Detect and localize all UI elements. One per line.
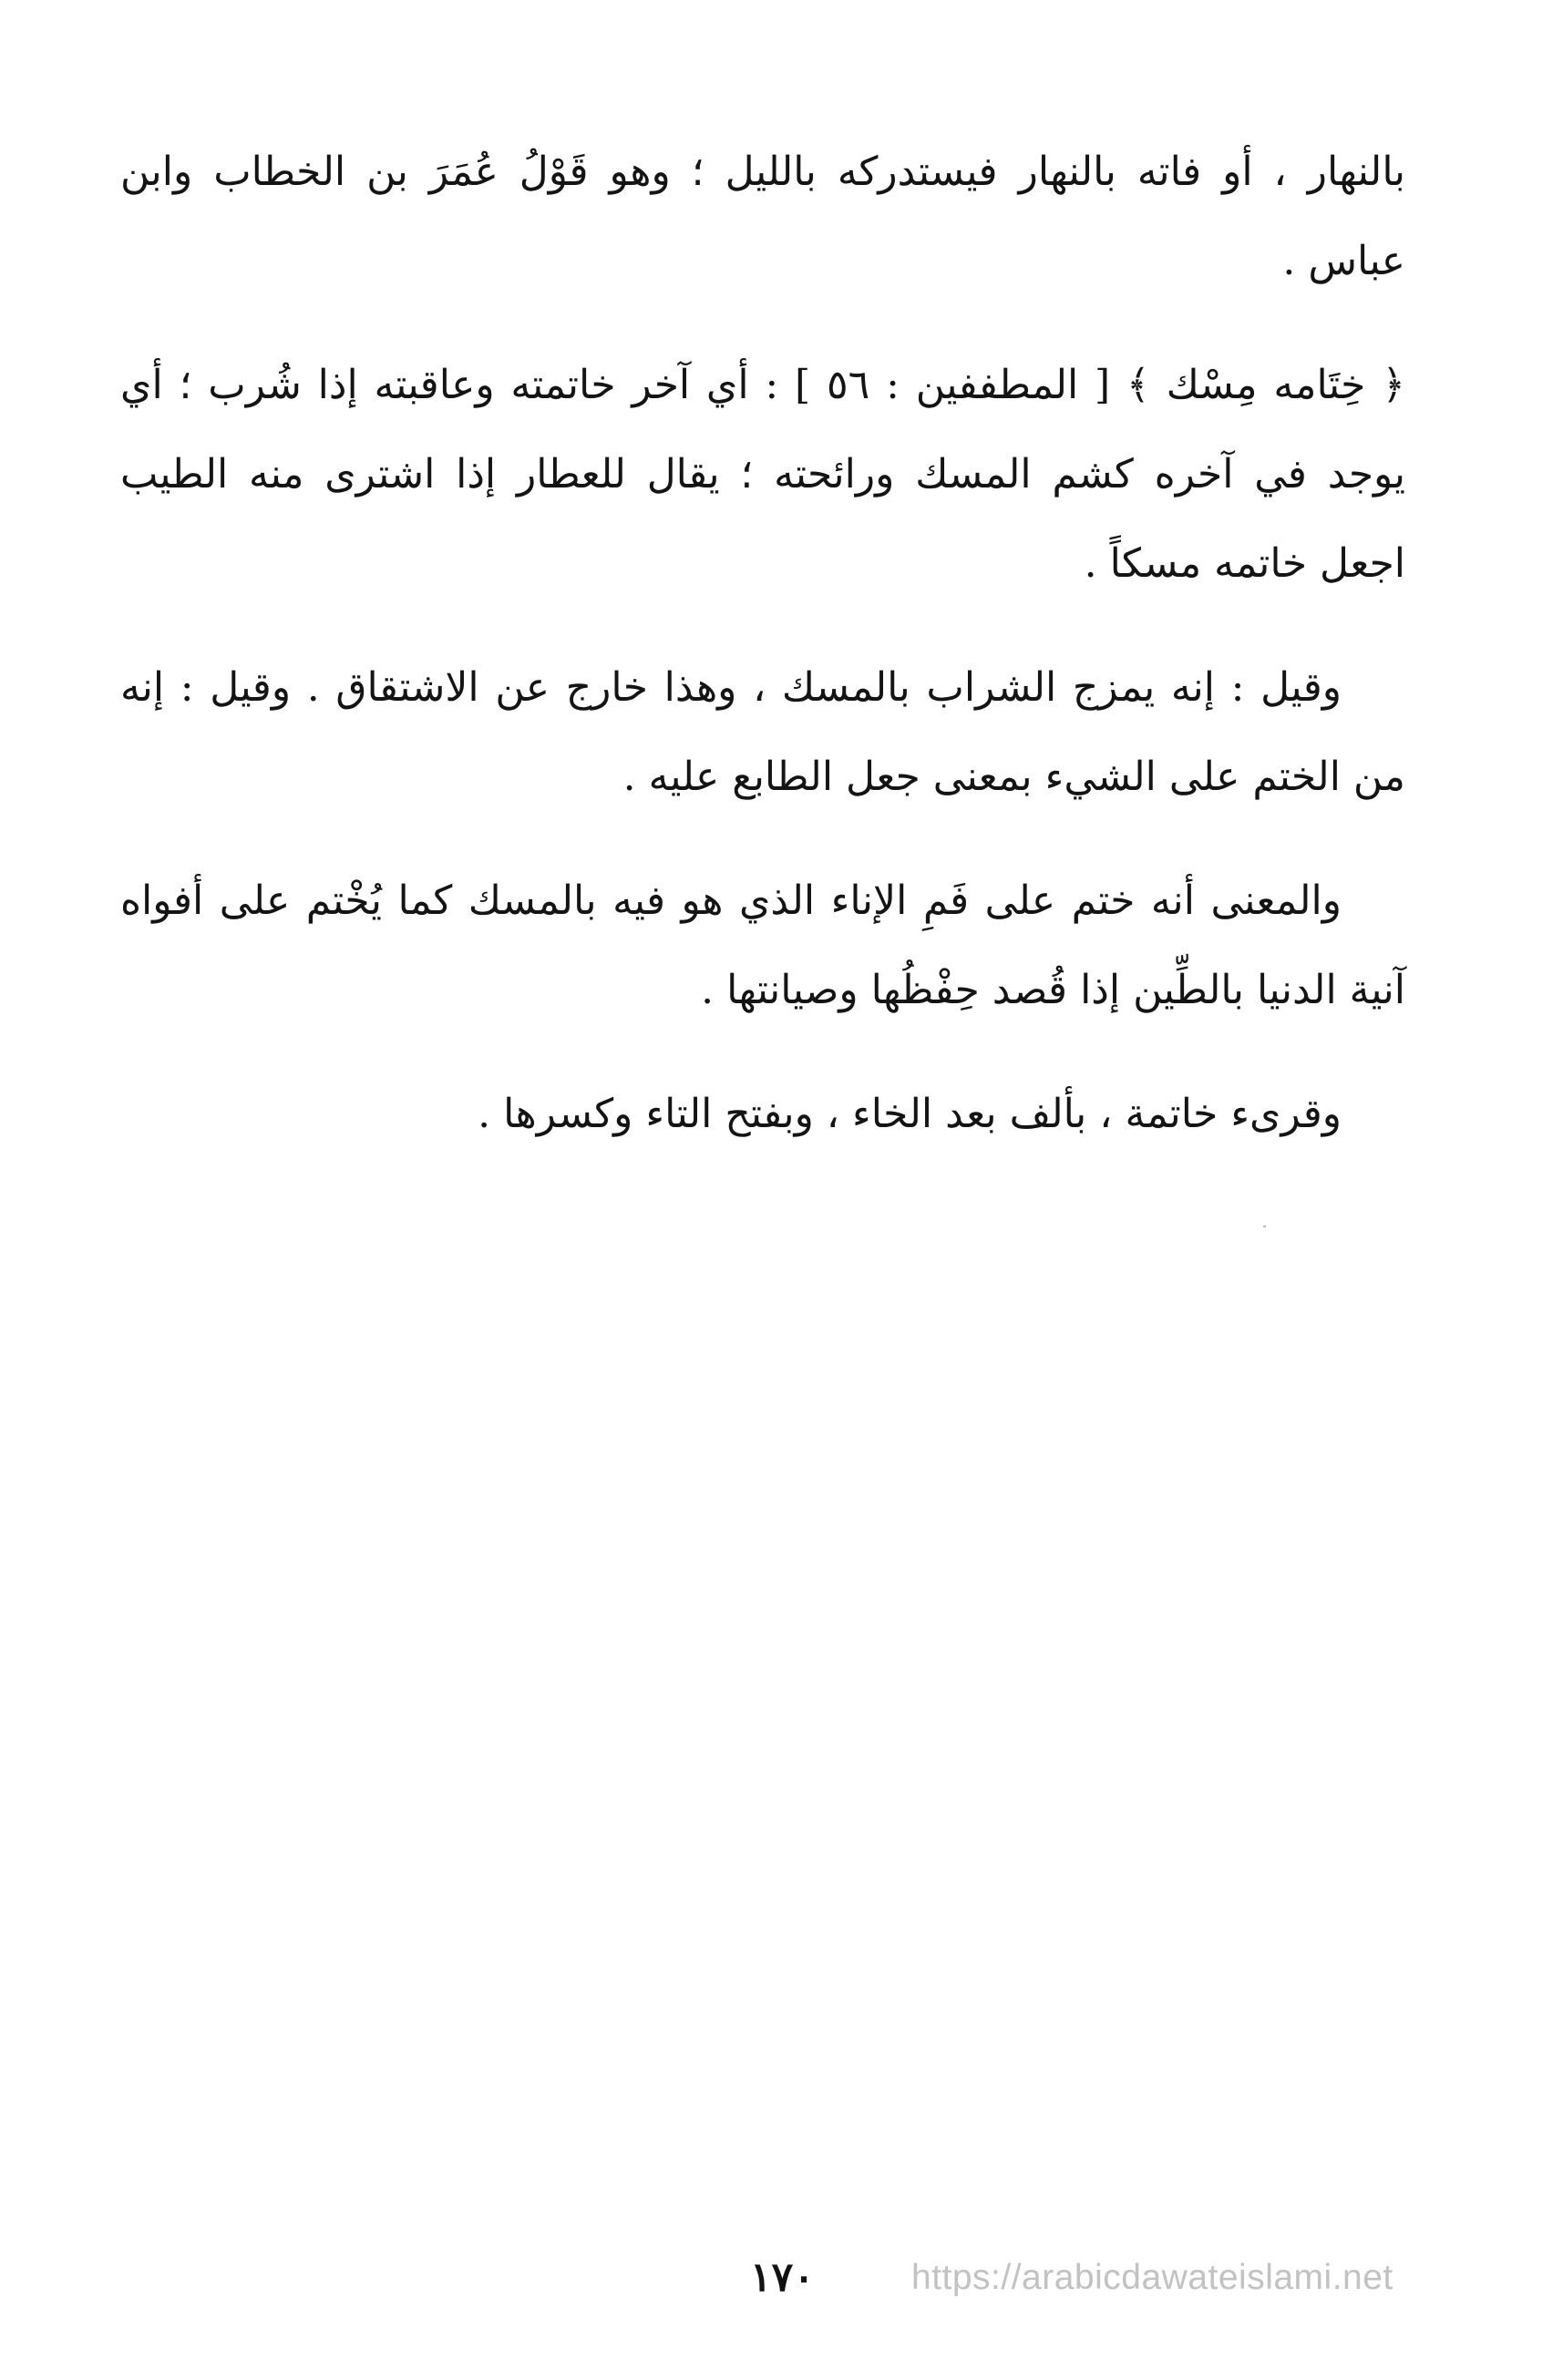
scan-speck — [1263, 1226, 1266, 1227]
page-footer — [0, 2246, 1563, 2310]
page-number: ١٧٠ — [750, 2254, 815, 2301]
paragraph-2: ﴿ خِتَامه مِسْك ﴾ [ المطففين : ٥٦ ] : أي آخر خاتمته وعاقبته إذا شُرب ؛ أي يوجد في آخره كشم المسك ورائحته ؛ يقال للعطار إذا اشترى منه الطيب اجعل خاتمه مسكاً . — [120, 362, 1405, 587]
paragraph-3: وقيل : إنه يمزج الشراب بالمسك ، وهذا خارج عن الاشتقاق . وقيل : إنه من الختم على الشيء بمعنى جعل الطابع عليه . — [120, 664, 1405, 800]
paragraph-4: والمعنى أنه ختم على فَمِ الإناء الذي هو فيه بالمسك كما يُخْتم على أفواه آنية الدنيا بالطِّين إذا قُصد حِفْظُها وصيانتها . — [120, 877, 1405, 1013]
paragraph-5: وقرىء خاتمة ، بألف بعد الخاء ، وبفتح التاء وكسرها . — [478, 1091, 1342, 1137]
paragraph-1: بالنهار ، أو فاته بالنهار فيستدركه بالليل ؛ وهو قَوْلُ عُمَرَ بن الخطاب وابن عباس . — [120, 149, 1405, 284]
body-text — [120, 128, 1405, 1194]
source-watermark-url: https://arabicdawateislami.net — [911, 2258, 1393, 2297]
